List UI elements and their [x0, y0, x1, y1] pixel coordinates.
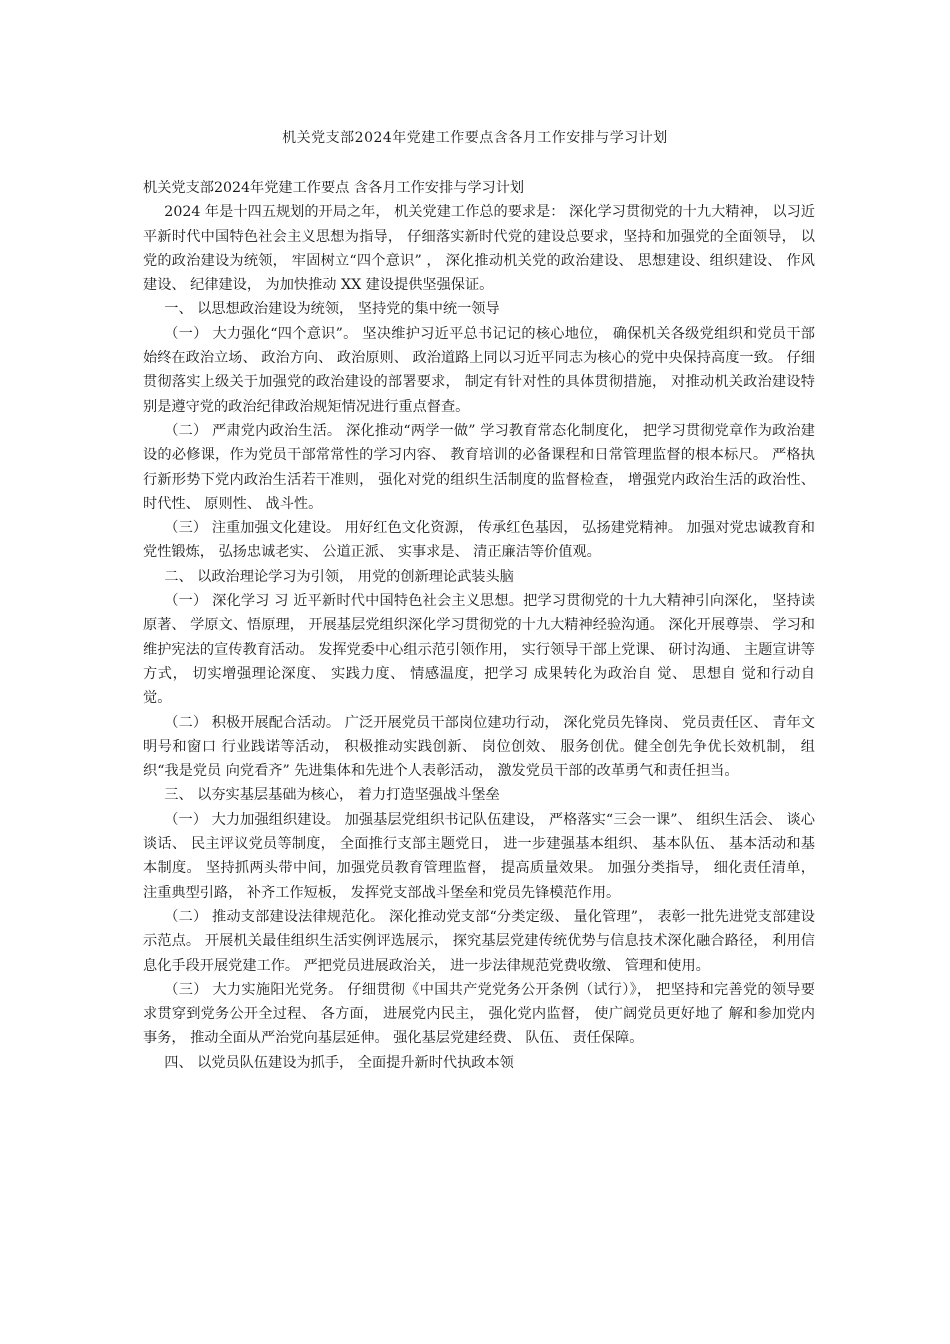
- section-1-item-1: （一） 大力强化“四个意识”。 坚决维护习近平总书记记的核心地位， 确保机关各级党组织和党员干部始终在政治立场、 政治方向、 政治原则、 政治道路上同以习近平同志为核心的党中央保持高度一致。 仔细贯彻落实上级关于加强党的政治建设的部署要求， 制定有针对性的具体贯彻措施， 对推动机关政治建设特别是遵守党的政治纪律政治规矩情况进行重点督查。: [143, 325, 815, 415]
- intro-paragraph: 2024 年是十四五规划的开局之年， 机关党建工作总的要求是： 深化学习贯彻党的十九大精神， 以习近平新时代中国特色社会主义思想为指导， 仔细落实新时代党的建设总要求，坚持和加强党的全面领导， 以党的政治建设为统领， 牢固树立“四个意识” ， 深化推动机关党的政治建设、 思想建设、组织建设、 作风建设、 纪律建设， 为加快推动 XX 建设提供坚强保证。: [143, 204, 815, 294]
- section-heading-3: 三、 以夯实基层基础为核心， 着力打造坚强战斗堡垒: [164, 787, 500, 804]
- section-2-item-1: （一） 深化学习 习 近平新时代中国特色社会主义思想。把学习贯彻党的十九大精神引向深化， 坚持读原著、 学原文、悟原理， 开展基层党组织深化学习贯彻党的十九大精神经验沟通。 深化开展尊崇、 学习和维护宪法的宣传教育活动。 发挥党委中心组示范引领作用， 实行领导干部上党课、 研讨沟通、 主题宣讲等方式， 切实增强理论深度、 实践力度、 情感温度，把学习 成果转化为政治自 觉、 思想自 觉和行动自 觉。: [143, 593, 815, 707]
- document-subtitle: 机关党支部2024年党建工作要点 含各月工作安排与学习计划: [143, 180, 525, 196]
- section-3-item-2: （二） 推动支部建设法律规范化。 深化推动党支部“分类定级、 量化管理”， 表彰一批先进党支部建设示范点。 开展机关最佳组织生活实例评选展示， 探究基层党建传统优势与信息技术深化融合路径， 利用信息化手段开展党建工作。 严把党员进展政治关， 进一步法律规范党费收缴、 管理和使用。: [143, 908, 815, 974]
- section-heading-4: 四、 以党员队伍建设为抓手， 全面提升新时代执政本领: [164, 1054, 514, 1071]
- section-3-item-3: （三） 大力实施阳光党务。 仔细贯彻《中国共产党党务公开条例（试行）》， 把坚持和完善党的领导要求贯穿到党务公开全过程、 各方面， 进展党内民主， 强化党内监督， 使广阔党员更好地了 解和参加党内事务， 推动全面从严治党向基层延伸。 强化基层党建经费、 队伍、 责任保障。: [143, 981, 815, 1047]
- section-heading-1: 一、 以思想政治建设为统领， 坚持党的集中统一领导: [164, 301, 500, 318]
- section-3-item-1: （一） 大力加强组织建设。 加强基层党组织书记队伍建设， 严格落实“三会一课”、 组织生活会、 谈心谈话、 民主评议党员等制度， 全面推行支部主题党日， 进一步建强基本组织、 基本队伍、 基本活动和基本制度。 坚持抓两头带中间，加强党员教育管理监督， 提高质量效果。 加强分类指导， 细化责任清单， 注重典型引路， 补齐工作短板， 发挥党支部战斗堡垒和党员先锋模范作用。: [143, 811, 815, 901]
- document-body: [143, 176, 815, 1075]
- section-1-item-2: （二） 严肃党内政治生活。 深化推动“两学一做” 学习教育常态化制度化， 把学习贯彻党章作为政治建设的必修课，作为党员干部常常性的学习内容、 教育培训的必备课程和日常管理监督的根本标尺。 严格执行新形势下党内政治生活若干准则， 强化对党的组织生活制度的监督检查， 增强党内政治生活的政治性、 时代性、 原则性、 战斗性。: [143, 422, 815, 512]
- document-title: 机关党支部2024年党建工作要点含各月工作安排与学习计划: [282, 130, 668, 146]
- section-1-item-3: （三） 注重加强文化建设。 用好红色文化资源， 传承红色基因， 弘扬建党精神。 加强对党忠诚教育和党性锻炼， 弘扬忠诚老实、 公道正派、 实事求是、 清正廉洁等价值观。: [143, 520, 815, 561]
- section-heading-2: 二、 以政治理论学习为引领， 用党的创新理论武装头脑: [164, 568, 514, 585]
- section-2-item-2: （二） 积极开展配合活动。 广泛开展党员干部岗位建功行动， 深化党员先锋岗、 党员责任区、 青年文明号和窗口 行业践诺等活动， 积极推动实践创新、 岗位创效、 服务创优。健全创先争优长效机制， 组织“我是党员 向党看齐” 先进集体和先进个人表彰活动， 激发党员干部的改革勇气和责任担当。: [143, 714, 815, 780]
